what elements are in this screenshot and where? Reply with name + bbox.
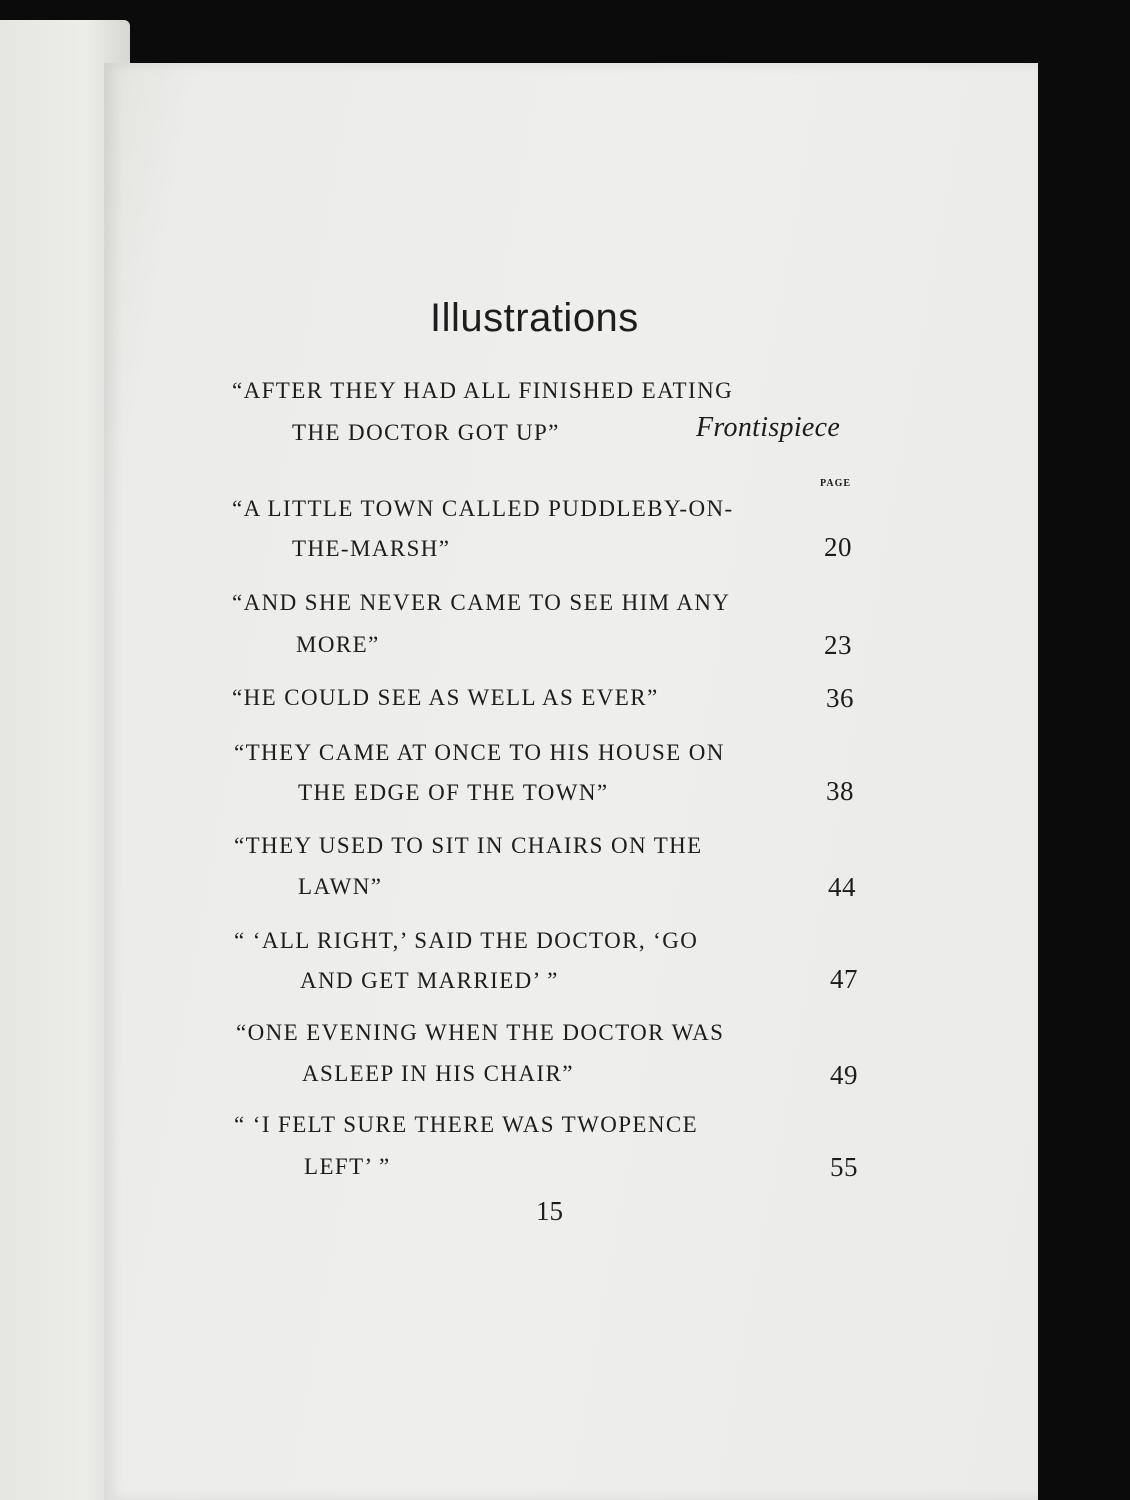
frontispiece-label: Frontispiece	[696, 412, 841, 443]
entry-line-1: “THEY CAME AT ONCE TO HIS HOUSE ON	[234, 740, 725, 765]
frontispiece-line-2: THE DOCTOR GOT UP”	[292, 420, 560, 445]
entry-page-number: 47	[830, 964, 858, 994]
page-column-label: PAGE	[820, 478, 852, 489]
entry-line-1: “ONE EVENING WHEN THE DOCTOR WAS	[236, 1020, 725, 1045]
entry-line-1: “AND SHE NEVER CAME TO SEE HIM ANY	[232, 590, 731, 615]
entry-page-number: 23	[824, 630, 852, 660]
page-title: Illustrations	[430, 296, 639, 340]
entry-line-1: “THEY USED TO SIT IN CHAIRS ON THE	[234, 833, 703, 858]
entry-page-number: 49	[830, 1060, 858, 1090]
entry-line-2: THE-MARSH”	[292, 536, 451, 561]
entry-page-number: 44	[828, 872, 856, 902]
entry-page-number: 20	[824, 532, 852, 562]
entry-line-2: LEFT’ ”	[304, 1154, 391, 1179]
entry-line-2: MORE”	[296, 632, 380, 657]
entry-page-number: 36	[826, 683, 854, 713]
entry-line-1: “HE COULD SEE AS WELL AS EVER”	[232, 685, 659, 710]
entry-line-2: AND GET MARRIED’ ”	[300, 968, 559, 993]
page-number: 15	[536, 1196, 563, 1226]
entry-page-number: 38	[826, 776, 854, 806]
entry-line-1: “ ‘I FELT SURE THERE WAS TWOPENCE	[234, 1112, 699, 1137]
entry-line-2: THE EDGE OF THE TOWN”	[298, 780, 609, 805]
entry-line-2: LAWN”	[298, 874, 383, 899]
entry-page-number: 55	[830, 1152, 858, 1182]
entry-line-1: “A LITTLE TOWN CALLED PUDDLEBY-ON-	[232, 496, 734, 521]
frontispiece-line-1: “AFTER THEY HAD ALL FINISHED EATING	[232, 378, 734, 403]
entry-line-2: ASLEEP IN HIS CHAIR”	[302, 1061, 574, 1086]
entry-line-1: “ ‘ALL RIGHT,’ SAID THE DOCTOR, ‘GO	[234, 928, 699, 953]
